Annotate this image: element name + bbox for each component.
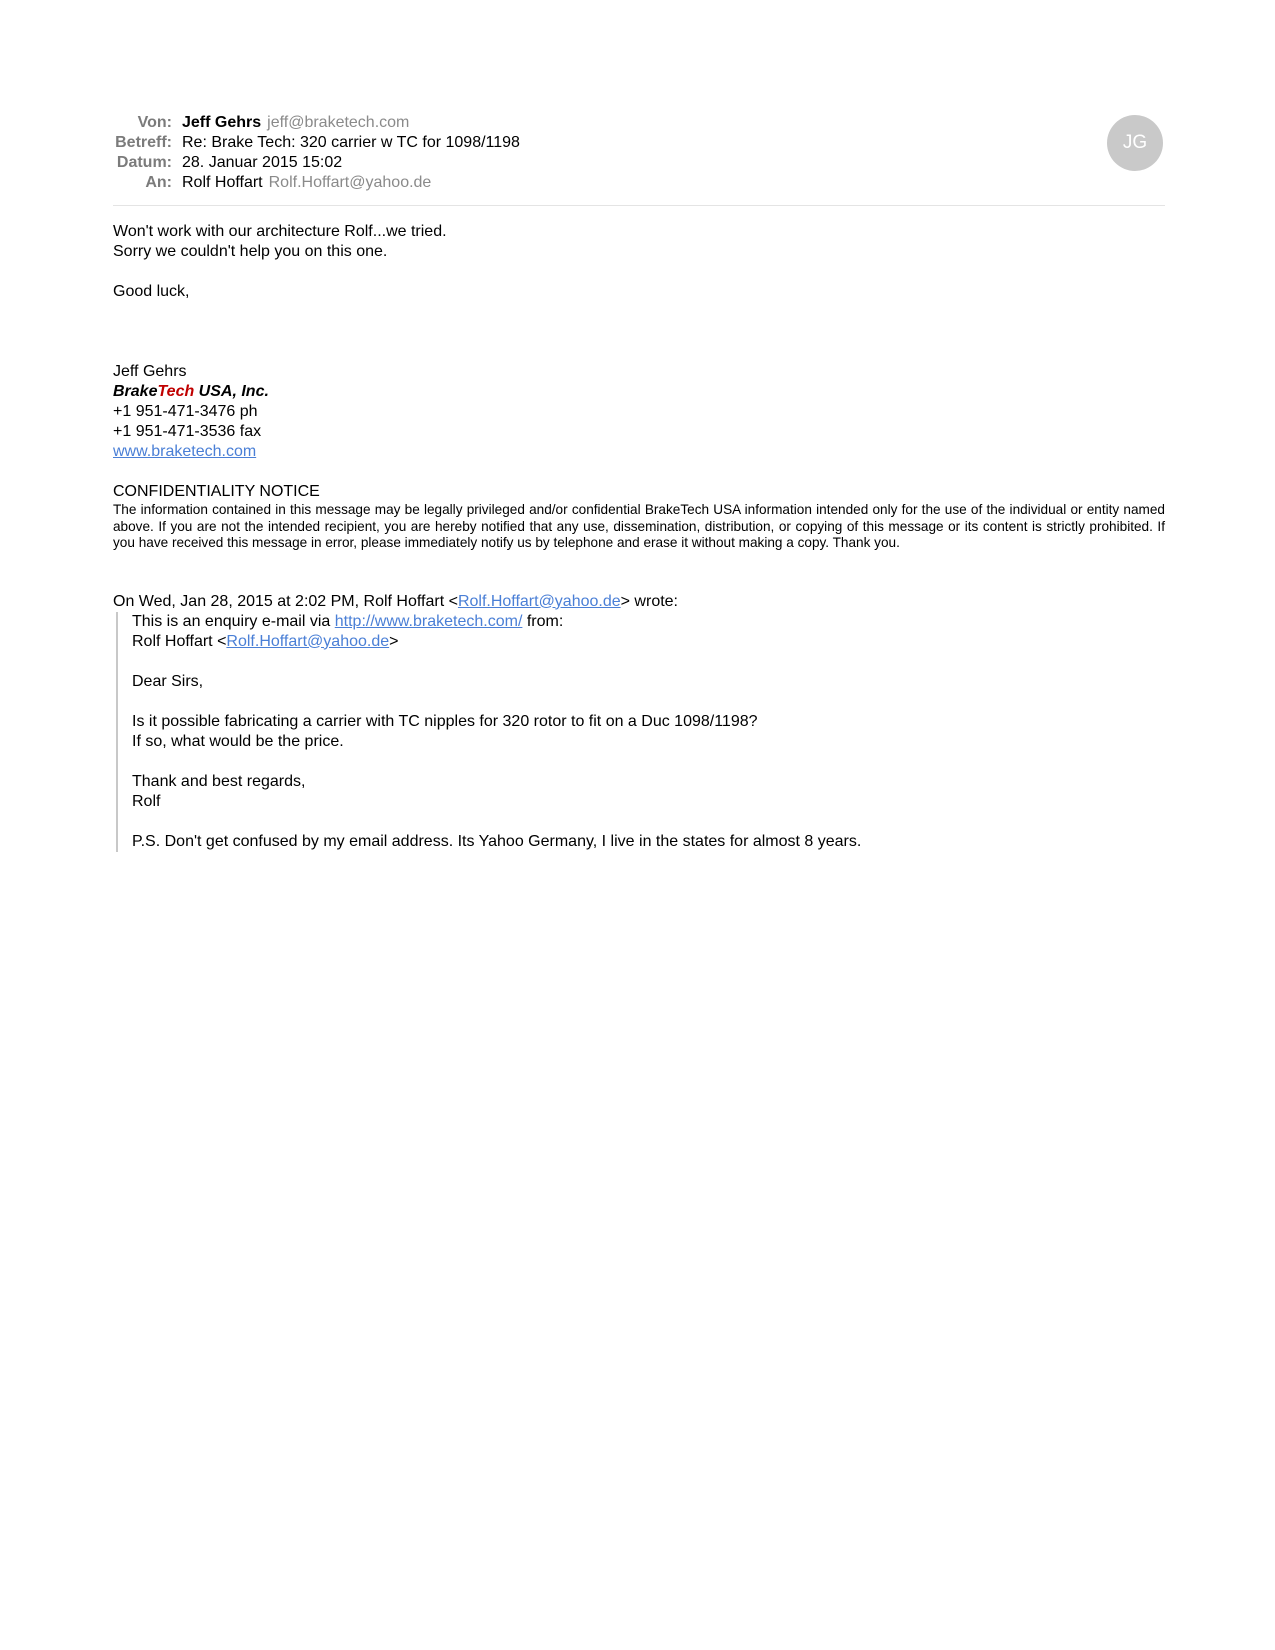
date-row [113,153,1165,173]
sender-prefix: Rolf Hoffart < [132,632,227,650]
signature-website-link[interactable]: www.braketech.com [113,443,257,460]
enquiry-url-link[interactable]: http://www.braketech.com/ [334,612,523,630]
quote-intro-suffix: > wrote: [620,592,678,610]
date-text: 28. Januar 2015 15:02 [182,154,343,171]
quoted-message [116,612,1165,852]
sender-email-link[interactable]: Rolf.Hoffart@yahoo.de [226,632,390,650]
signature [113,362,1165,462]
to-row [113,173,1165,193]
from-row [113,113,1165,133]
enquiry-prefix: This is an enquiry e-mail via [132,612,335,630]
email-page [113,113,1165,852]
quote-greeting: Dear Sirs, [132,672,204,690]
reply-line: Sorry we couldn't help you on this one. [113,243,388,260]
signature-company [113,382,1165,402]
subject-row [113,133,1165,153]
quote-intro-email-link[interactable]: Rolf.Hoffart@yahoo.de [457,592,621,610]
enquiry-suffix: from: [522,612,564,630]
from-name: Jeff Gehrs [182,114,262,131]
to-email[interactable]: Rolf.Hoffart@yahoo.de [268,174,432,191]
reply-closing: Good luck, [113,283,190,300]
confidentiality-notice [113,482,1165,552]
quote-thanks: Thank and best regards, [132,772,306,790]
notice-text: The information contained in this message may be legally privileged and/or confidential BrakeTech USA information intended only for the use of the individual or entity named above. If you are not the intended recipient, you are hereby notified that any use, dissemination, distribution, or copying of this message or its content is strictly prohibited. If you have received this message in error, please immediately notify us by telephone and erase it without making a copy. Thank you. [113,502,1165,550]
quote-question: Is it possible fabricating a carrier with TC nipples for 320 rotor to fit on a Duc 1098/1198? [132,712,758,730]
signature-name: Jeff Gehrs [113,363,187,380]
quote-intro-prefix: On Wed, Jan 28, 2015 at 2:02 PM, Rolf Hoffart < [113,592,458,610]
sender-line [132,632,1165,652]
date-label: Datum: [116,154,172,171]
sender-suffix: > [389,632,399,650]
enquiry-line [132,612,1165,632]
from-label: Von: [137,114,172,131]
quote-signoff: Rolf [132,792,161,810]
to-name: Rolf Hoffart [182,174,263,191]
signature-fax: +1 951-471-3536 fax [113,423,262,440]
brand-part: USA, Inc. [194,383,269,400]
brand-part: Brake [113,383,158,400]
brand-part-red: Tech [157,383,195,400]
from-email[interactable]: jeff@braketech.com [267,114,410,131]
reply-line: Won't work with our architecture Rolf...we tried. [113,223,447,240]
quote-ps: P.S. Don't get confused by my email address. Its Yahoo Germany, I live in the states for almost 8 years. [132,832,862,850]
email-header [113,113,1165,206]
to-label: An: [145,174,172,191]
quote-intro [113,592,1165,612]
subject-text: Re: Brake Tech: 320 carrier w TC for 1098/1198 [182,134,520,151]
header-divider [113,205,1165,206]
email-body [113,222,1165,852]
subject-label: Betreff: [115,134,172,151]
signature-phone: +1 951-471-3476 ph [113,403,258,420]
quote-question: If so, what would be the price. [132,732,344,750]
avatar: JG [1107,115,1163,171]
notice-title: CONFIDENTIALITY NOTICE [113,483,320,500]
